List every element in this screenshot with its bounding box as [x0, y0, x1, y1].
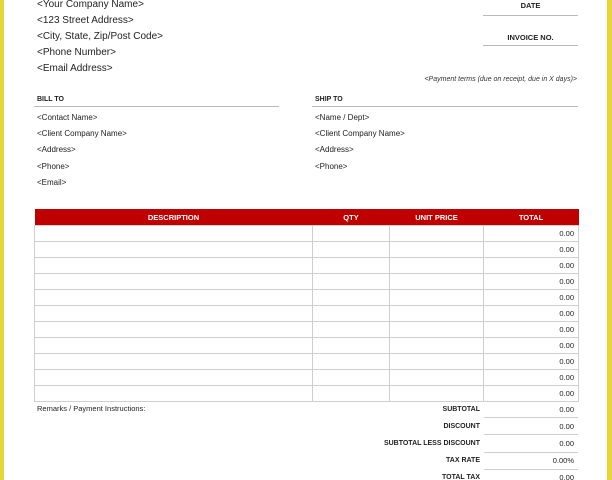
bill-to-line [34, 106, 279, 107]
table-cell[interactable]: 0.00 [484, 274, 579, 290]
table-cell[interactable] [35, 306, 313, 322]
table-cell[interactable] [313, 258, 390, 274]
totals-value[interactable]: 0.00 [484, 401, 578, 418]
table-cell[interactable] [390, 274, 484, 290]
table-cell[interactable] [35, 354, 313, 370]
totals-row [304, 435, 578, 452]
totals-value[interactable]: 0.00 [484, 469, 578, 480]
table-cell[interactable] [390, 354, 484, 370]
totals-label: SUBTOTAL [442, 405, 480, 413]
table-cell[interactable] [313, 274, 390, 290]
table-cell[interactable] [390, 226, 484, 242]
invoice-number-label: INVOICE NO. [507, 33, 554, 42]
table-cell[interactable] [35, 386, 313, 402]
table-cell[interactable] [390, 290, 484, 306]
table-row [35, 338, 579, 354]
table-row [35, 226, 579, 242]
company-street: <123 Street Address> [37, 15, 134, 26]
table-cell[interactable] [35, 322, 313, 338]
table-cell[interactable] [35, 370, 313, 386]
ship-to-company: <Client Company Name> [315, 129, 405, 139]
table-cell[interactable] [313, 370, 390, 386]
header-qty: QTY [313, 209, 390, 226]
ship-to-address [315, 110, 405, 175]
company-name: <Your Company Name> [37, 0, 144, 10]
table-cell[interactable]: 0.00 [484, 322, 579, 338]
totals-row [304, 418, 578, 435]
table-cell[interactable] [313, 354, 390, 370]
table-row [35, 354, 579, 370]
totals-row [304, 401, 578, 418]
table-cell[interactable] [313, 226, 390, 242]
bill-to-phone: <Phone> [37, 161, 70, 171]
header-total: TOTAL [484, 209, 579, 226]
table-cell[interactable] [35, 290, 313, 306]
totals-label: TAX RATE [446, 457, 480, 465]
table-row [35, 306, 579, 322]
table-cell[interactable] [390, 306, 484, 322]
totals-label: TOTAL TAX [442, 474, 480, 480]
table-cell[interactable] [390, 258, 484, 274]
bill-to-email: <Email> [37, 177, 67, 187]
table-cell[interactable]: 0.00 [484, 386, 579, 402]
company-info [37, 0, 163, 77]
company-phone: <Phone Number> [37, 47, 116, 58]
table-cell[interactable] [313, 290, 390, 306]
table-row [35, 274, 579, 290]
bill-to-contact: <Contact Name> [37, 113, 98, 122]
ship-to-street: <Address> [315, 145, 354, 155]
table-cell[interactable]: 0.00 [484, 226, 579, 242]
table-cell[interactable] [390, 386, 484, 402]
totals-label: DISCOUNT [443, 422, 480, 430]
ship-to-phone: <Phone> [315, 161, 348, 171]
table-cell[interactable]: 0.00 [484, 258, 579, 274]
totals-label: SUBTOTAL LESS DISCOUNT [383, 439, 480, 447]
table-cell[interactable]: 0.00 [484, 338, 579, 354]
table-cell[interactable] [35, 226, 313, 242]
table-cell[interactable] [35, 274, 313, 290]
bill-to-address [37, 110, 127, 191]
remarks-label: Remarks / Payment Instructions: [37, 404, 146, 413]
ship-to-name: <Name / Dept> [315, 113, 370, 122]
table-cell[interactable] [313, 306, 390, 322]
company-email: <Email Address> [37, 63, 113, 74]
table-cell[interactable] [390, 338, 484, 354]
table-cell[interactable]: 0.00 [484, 290, 579, 306]
table-row [35, 290, 579, 306]
header-unit-price: UNIT PRICE [390, 209, 484, 226]
bill-to-title: BILL TO [37, 96, 64, 103]
table-row [35, 242, 579, 258]
table-cell[interactable]: 0.00 [484, 354, 579, 370]
header-description: DESCRIPTION [35, 209, 313, 226]
totals-body [304, 401, 578, 480]
totals-value[interactable]: 0.00% [484, 452, 578, 469]
table-cell[interactable]: 0.00 [484, 306, 579, 322]
totals-table [304, 401, 578, 480]
table-cell[interactable] [35, 338, 313, 354]
table-cell[interactable] [313, 242, 390, 258]
totals-value[interactable]: 0.00 [484, 418, 578, 435]
table-cell[interactable] [313, 386, 390, 402]
table-cell[interactable] [390, 242, 484, 258]
table-cell[interactable]: 0.00 [484, 242, 579, 258]
table-row [35, 386, 579, 402]
invoice-number-line [483, 45, 578, 46]
table-row [35, 322, 579, 338]
table-row [35, 370, 579, 386]
date-label: DATE [520, 1, 541, 10]
bill-to-company: <Client Company Name> [37, 129, 127, 139]
items-table [34, 209, 579, 402]
table-cell[interactable] [35, 242, 313, 258]
totals-value[interactable]: 0.00 [484, 435, 578, 452]
table-cell[interactable] [390, 370, 484, 386]
date-field-line [483, 15, 578, 16]
totals-row [304, 452, 578, 469]
table-cell[interactable] [35, 258, 313, 274]
table-row [35, 258, 579, 274]
items-body [35, 226, 579, 402]
table-cell[interactable] [390, 322, 484, 338]
table-cell[interactable] [313, 338, 390, 354]
company-city: <City, State, Zip/Post Code> [37, 31, 163, 42]
bill-to-street: <Address> [37, 145, 76, 155]
payment-terms: <Payment terms (due on receipt, due in X days)> [424, 76, 577, 83]
invoice-page [4, 0, 607, 480]
items-header-row [35, 209, 579, 226]
totals-row [304, 469, 578, 480]
table-cell[interactable]: 0.00 [484, 370, 579, 386]
ship-to-title: SHIP TO [315, 96, 343, 103]
table-cell[interactable] [313, 322, 390, 338]
ship-to-line [312, 106, 578, 107]
